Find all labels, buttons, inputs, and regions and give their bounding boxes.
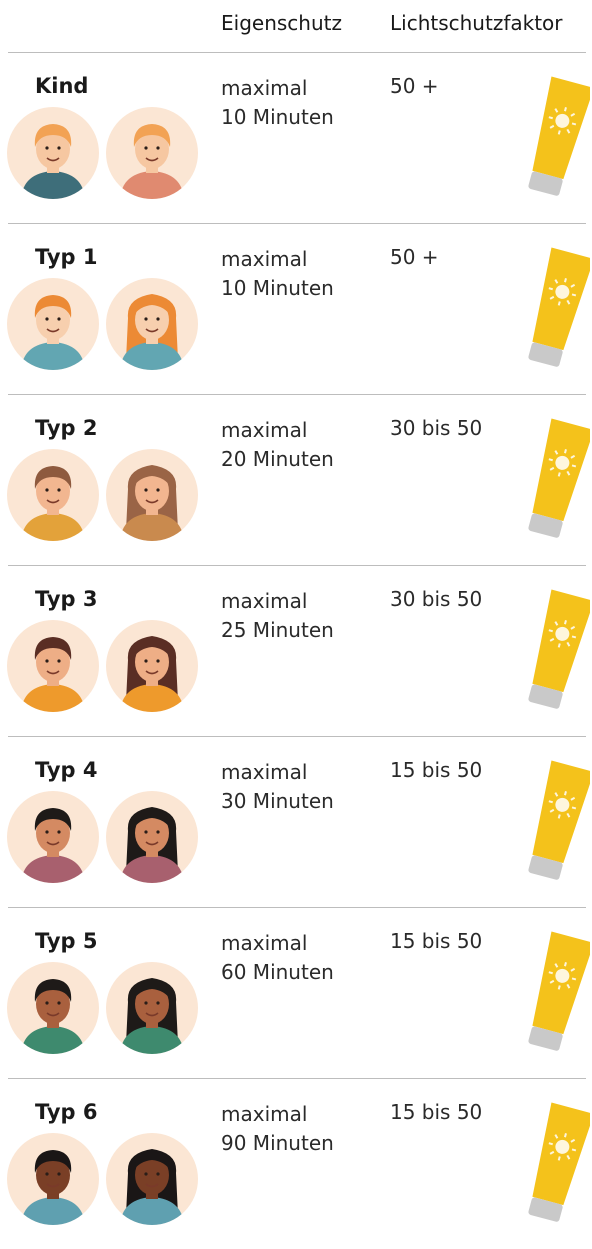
spf-value: 50 + [390,245,439,269]
self-protection-line2: 10 Minuten [221,105,334,129]
person-avatar [106,107,198,199]
header-eigenschutz: Eigenschutz [221,11,342,35]
table-row [0,907,592,1078]
person-avatar [106,620,198,712]
sunscreen-tube-icon [524,1098,590,1228]
self-protection-line1: maximal [221,247,308,271]
table-row [0,1078,592,1249]
self-protection-time [221,245,334,303]
header-lichtschutzfaktor: Lichtschutzfaktor [390,11,563,35]
self-protection-time [221,74,334,132]
spf-value: 30 bis 50 [390,416,483,440]
sunscreen-tube-icon [524,756,590,886]
table-row [0,736,592,907]
person-avatar [7,620,99,712]
self-protection-line1: maximal [221,1102,308,1126]
spf-value: 15 bis 50 [390,929,483,953]
person-avatar [106,962,198,1054]
person-avatar [7,1133,99,1225]
skin-type-label: Typ 5 [35,929,98,953]
sunscreen-tube-icon [524,72,590,202]
table-row [0,565,592,736]
person-avatar [106,791,198,883]
spf-value: 15 bis 50 [390,1100,483,1124]
self-protection-line1: maximal [221,931,308,955]
self-protection-time [221,929,334,987]
person-avatar [7,791,99,883]
person-avatar [106,449,198,541]
person-avatar [106,1133,198,1225]
self-protection-line2: 90 Minuten [221,1131,334,1155]
person-avatar [7,962,99,1054]
skin-type-label: Kind [35,74,89,98]
person-avatar [106,278,198,370]
skin-type-label: Typ 4 [35,758,98,782]
self-protection-time [221,1100,334,1158]
table-row [0,52,592,223]
sunscreen-tube-icon [524,243,590,373]
skin-type-label: Typ 6 [35,1100,98,1124]
person-avatar [7,449,99,541]
self-protection-line2: 30 Minuten [221,789,334,813]
sunscreen-tube-icon [524,414,590,544]
table-row [0,223,592,394]
person-avatar [7,278,99,370]
spf-value: 50 + [390,74,439,98]
skin-type-label: Typ 1 [35,245,98,269]
table-row [0,394,592,565]
spf-value: 15 bis 50 [390,758,483,782]
self-protection-line1: maximal [221,589,308,613]
self-protection-time [221,587,334,645]
self-protection-line2: 10 Minuten [221,276,334,300]
self-protection-time [221,416,334,474]
self-protection-line2: 20 Minuten [221,447,334,471]
table-header [0,0,592,52]
self-protection-line1: maximal [221,760,308,784]
self-protection-line1: maximal [221,418,308,442]
self-protection-line2: 25 Minuten [221,618,334,642]
self-protection-line1: maximal [221,76,308,100]
sunscreen-tube-icon [524,585,590,715]
person-avatar [7,107,99,199]
skin-type-label: Typ 2 [35,416,98,440]
skin-type-label: Typ 3 [35,587,98,611]
spf-value: 30 bis 50 [390,587,483,611]
self-protection-line2: 60 Minuten [221,960,334,984]
self-protection-time [221,758,334,816]
sunscreen-tube-icon [524,927,590,1057]
